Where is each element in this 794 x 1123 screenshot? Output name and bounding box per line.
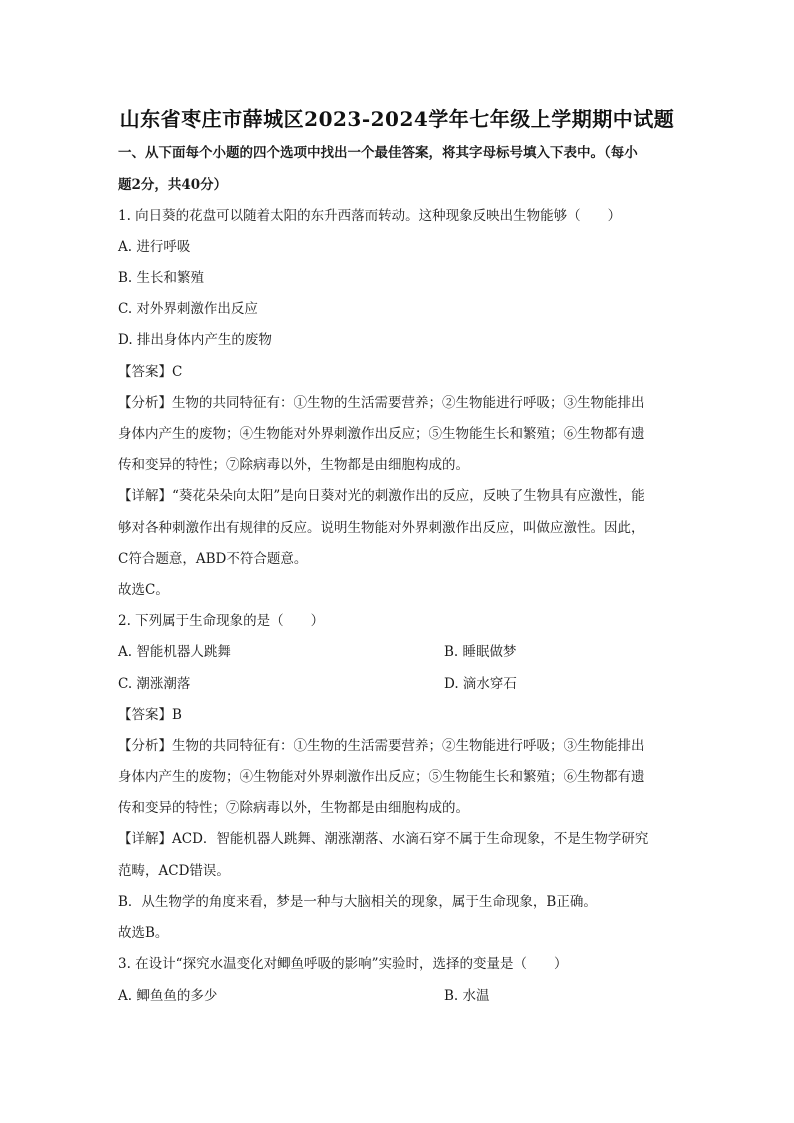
q1-stem: 1. 向日葵的花盘可以随着太阳的东升西落而转动。这种现象反映出生物能够（ ） bbox=[118, 208, 622, 224]
q1-detail-line1: 【详解】“葵花朵朵向太阳”是向日葵对光的刺激作出的反应，反映了生物具有应激性，能 bbox=[118, 488, 645, 504]
q2-detail-line1: 【详解】ACD．智能机器人跳舞、潮涨潮落、水滴石穿不属于生命现象，不是生物学研究 bbox=[118, 831, 649, 847]
q1-analysis-line3: 传和变异的特性；⑦除病毒以外，生物都是由细胞构成的。 bbox=[118, 457, 469, 473]
q2-detail-line3: B．从生物学的角度来看，梦是一种与大脑相关的现象，属于生命现象，B正确。 bbox=[118, 894, 597, 910]
q1-option-d: D. 排出身体内产生的废物 bbox=[118, 332, 272, 348]
q1-answer: 【答案】C bbox=[118, 364, 183, 380]
q1-option-a: A. 进行呼吸 bbox=[118, 239, 191, 255]
q2-analysis-line2: 身体内产生的废物；④生物能对外界刺激作出反应；⑤生物能生长和繁殖；⑥生物都有遗 bbox=[118, 769, 645, 785]
q2-detail-line2: 范畴，ACD错误。 bbox=[118, 863, 230, 879]
q1-option-b: B. 生长和繁殖 bbox=[118, 270, 205, 286]
q2-stem: 2. 下列属于生命现象的是（ ） bbox=[118, 613, 325, 629]
section-instruction-line2: 题2分，共40分） bbox=[118, 177, 228, 193]
q3-option-a: A. 鲫鱼鱼的多少 bbox=[118, 988, 218, 1004]
q1-analysis-line1: 【分析】生物的共同特征有：①生物的生活需要营养；②生物能进行呼吸；③生物能排出 bbox=[118, 395, 645, 411]
q1-analysis-line2: 身体内产生的废物；④生物能对外界刺激作出反应；⑤生物能生长和繁殖；⑥生物都有遗 bbox=[118, 426, 645, 442]
page-title: 山东省枣庄市薛城区2023-2024学年七年级上学期期中试题 bbox=[119, 107, 675, 131]
q3-stem: 3. 在设计“探究水温变化对鲫鱼呼吸的影响”实验时，选择的变量是（ ） bbox=[118, 956, 568, 972]
q2-analysis-line3: 传和变异的特性；⑦除病毒以外，生物都是由细胞构成的。 bbox=[118, 800, 469, 816]
q2-option-a: A. 智能机器人跳舞 bbox=[118, 644, 231, 660]
q2-analysis-line1: 【分析】生物的共同特征有：①生物的生活需要营养；②生物能进行呼吸；③生物能排出 bbox=[118, 738, 645, 754]
q2-option-d: D. 滴水穿石 bbox=[444, 676, 517, 692]
q1-detail-line2: 够对各种刺激作出有规律的反应。说明生物能对外界刺激作出反应，叫做应激性。因此， bbox=[118, 520, 645, 536]
q1-option-c: C. 对外界刺激作出反应 bbox=[118, 301, 258, 317]
q2-option-b: B. 睡眠做梦 bbox=[444, 644, 517, 660]
q2-answer: 【答案】B bbox=[118, 707, 182, 723]
q3-option-b: B. 水温 bbox=[444, 988, 490, 1004]
q2-choose: 故选B。 bbox=[118, 925, 169, 941]
q1-choose: 故选C。 bbox=[118, 582, 169, 598]
q2-option-c: C. 潮涨潮落 bbox=[118, 676, 191, 692]
q1-detail-line3: C符合题意，ABD不符合题意。 bbox=[118, 551, 308, 567]
section-instruction-line1: 一、从下面每个小题的四个选项中找出一个最佳答案，将其字母标号填入下表中。（每小 bbox=[118, 145, 638, 161]
